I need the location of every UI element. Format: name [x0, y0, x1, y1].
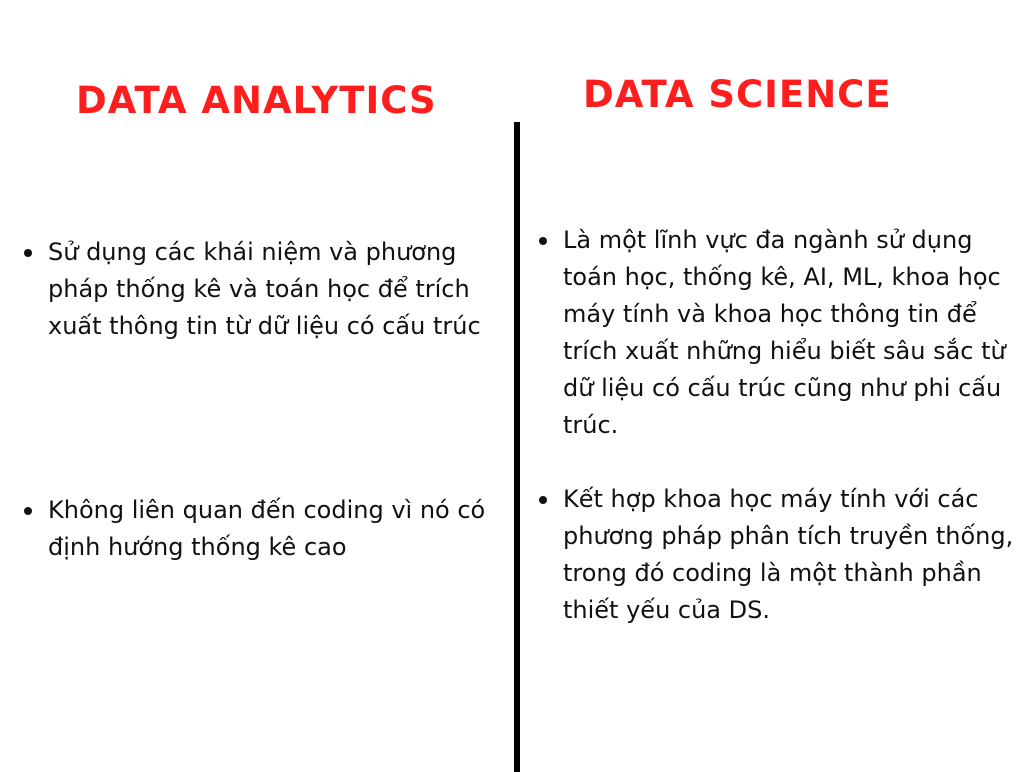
item-line: dữ liệu có cấu trúc cũng như phi cấu: [563, 374, 1002, 402]
item-line: phương pháp phân tích truyền thống,: [563, 522, 1014, 550]
bullet-icon: [24, 249, 32, 257]
bullet-icon: [24, 507, 32, 515]
column-divider: [514, 122, 520, 772]
data-analytics-item-1: [22, 234, 504, 345]
bullet-icon: [539, 237, 547, 245]
item-line: máy tính và khoa học thông tin để: [563, 300, 977, 328]
data-science-list: [537, 222, 1024, 629]
item-line: trong đó coding là một thành phần: [563, 559, 982, 587]
item-line: Không liên quan đến coding vì nó có: [48, 496, 486, 524]
data-analytics-list: [22, 234, 504, 566]
item-line: định hướng thống kê cao: [48, 533, 347, 561]
data-analytics-item-2: [22, 492, 504, 566]
item-line: trích xuất những hiểu biết sâu sắc từ: [563, 337, 1006, 365]
data-science-item-2: [537, 481, 1024, 629]
item-line: Là một lĩnh vực đa ngành sử dụng: [563, 226, 973, 254]
item-line: Kết hợp khoa học máy tính với các: [563, 485, 979, 513]
data-science-item-1: [537, 222, 1024, 444]
bullet-icon: [539, 496, 547, 504]
item-line: pháp thống kê và toán học để trích: [48, 275, 470, 303]
data-analytics-heading: DATA ANALYTICS: [76, 79, 437, 122]
data-science-heading: DATA SCIENCE: [583, 73, 892, 116]
item-line: xuất thông tin từ dữ liệu có cấu trúc: [48, 312, 481, 340]
item-line: thiết yếu của DS.: [563, 596, 770, 624]
item-line: trúc.: [563, 411, 619, 439]
item-line: Sử dụng các khái niệm và phương: [48, 238, 457, 266]
item-line: toán học, thống kê, AI, ML, khoa học: [563, 263, 1001, 291]
